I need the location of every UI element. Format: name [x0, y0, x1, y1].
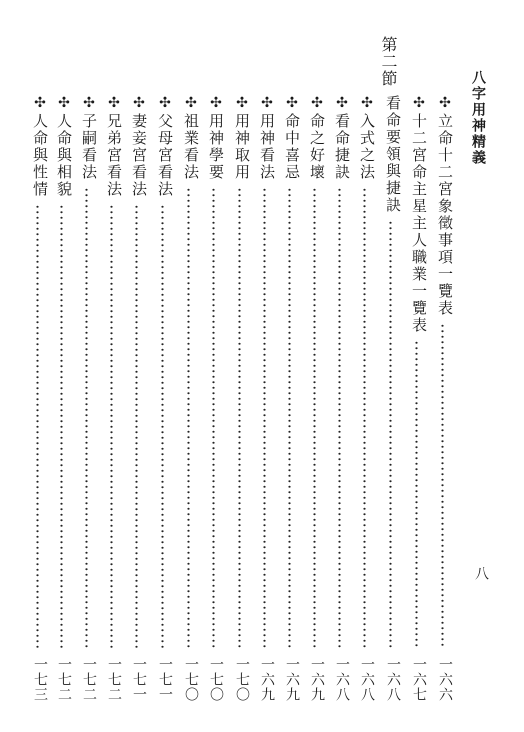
entry-page-number: 一七一	[131, 657, 147, 702]
toc-entry	[178, 95, 198, 702]
dot-leader	[263, 187, 266, 649]
entry-title-text: 人命與性情	[31, 113, 49, 198]
toc-entry	[27, 95, 47, 702]
dot-leader	[363, 187, 366, 649]
toc-entry	[101, 95, 121, 702]
entry-page-number: 一七三	[32, 657, 48, 702]
dot-leader	[313, 187, 316, 649]
entry-title-text: 子嗣看法	[80, 113, 98, 181]
toc-entry	[354, 95, 374, 702]
entry-title	[126, 95, 146, 198]
entry-title	[178, 95, 198, 181]
entry-title-text: 祖業看法	[182, 113, 200, 181]
toc-entry	[126, 95, 146, 702]
entry-title-text: 用神取用	[233, 113, 251, 181]
entry-title-text: 看命捷訣	[333, 113, 351, 181]
dot-leader	[338, 187, 341, 649]
entry-page-number: 一七二	[56, 657, 72, 702]
dot-leader	[288, 187, 291, 649]
dot-leader	[60, 204, 63, 649]
entry-title	[51, 95, 71, 198]
bullet-icon: ✣	[334, 95, 350, 113]
bullet-icon: ✣	[157, 95, 173, 113]
entry-title	[152, 95, 172, 198]
entry-title	[203, 95, 223, 181]
dot-leader	[135, 204, 138, 649]
entry-title-text: 用神學要	[207, 113, 225, 181]
toc-entry	[406, 95, 426, 702]
toc-entry	[203, 95, 223, 702]
entry-title	[229, 95, 249, 181]
bullet-icon: ✣	[359, 95, 375, 113]
dot-leader	[415, 340, 418, 649]
bullet-icon: ✣	[437, 95, 453, 113]
bullet-icon: ✣	[234, 95, 250, 113]
entry-page-number: 一六七	[411, 657, 427, 702]
entry-page-number: 一七〇	[183, 657, 199, 702]
entry-title	[329, 95, 349, 181]
dot-leader	[85, 187, 88, 649]
toc-entry	[51, 95, 71, 702]
dot-leader	[441, 323, 444, 649]
entry-title	[76, 95, 96, 181]
entry-title-text: 兄弟宮看法	[105, 113, 123, 198]
bullet-icon: ✣	[32, 95, 48, 113]
entry-title-text: 妻妾宮看法	[130, 113, 148, 198]
running-head: 八字用神精義	[470, 70, 486, 166]
bullet-icon: ✣	[309, 95, 325, 113]
bullet-icon: ✣	[208, 95, 224, 113]
toc-entry	[152, 95, 172, 702]
entry-title-text: 立命十二宮象徵事項一覽表	[436, 113, 454, 317]
entry-title-text: 父母宮看法	[156, 113, 174, 198]
entry-page-number: 一七〇	[208, 657, 224, 702]
entry-title	[279, 95, 299, 181]
entry-title-text: 命中喜忌	[283, 113, 301, 181]
dot-leader	[187, 187, 190, 649]
toc-entry	[229, 95, 249, 702]
page-number: 八	[473, 566, 489, 580]
bullet-icon: ✣	[284, 95, 300, 113]
entry-title	[101, 95, 121, 198]
entry-page-number: 一六八	[334, 657, 350, 702]
bullet-icon: ✣	[183, 95, 199, 113]
entry-page-number: 一七〇	[234, 657, 250, 702]
entry-page-number: 一六八	[359, 657, 375, 702]
dot-leader	[238, 187, 241, 649]
entry-title	[304, 95, 324, 181]
bullet-icon: ✣	[106, 95, 122, 113]
entry-page-number: 一六九	[309, 657, 325, 702]
toc-entry	[76, 95, 96, 702]
entry-title-text: 入式之法	[358, 113, 376, 181]
toc-entry	[380, 95, 400, 702]
dot-leader	[110, 204, 113, 649]
entry-title	[254, 95, 274, 181]
dot-leader	[389, 220, 392, 649]
dot-leader	[161, 204, 164, 649]
entry-page-number: 一六九	[259, 657, 275, 702]
dot-leader	[212, 187, 215, 649]
entry-page-number: 一六九	[284, 657, 300, 702]
toc-entry	[304, 95, 324, 702]
toc-entry	[279, 95, 299, 702]
bullet-icon: ✣	[411, 95, 427, 113]
entry-page-number: 一六六	[437, 657, 453, 702]
entry-title-text: 看命要領與捷訣	[384, 95, 402, 214]
entry-page-number: 一六八	[385, 657, 401, 702]
entry-title-text: 十二宮命主星主人職業一覽表	[410, 113, 428, 334]
entry-page-number: 一七二	[106, 657, 122, 702]
toc-entry	[432, 95, 452, 702]
entry-page-number: 一七二	[81, 657, 97, 702]
bullet-icon: ✣	[81, 95, 97, 113]
bullet-icon: ✣	[259, 95, 275, 113]
entry-title	[27, 95, 47, 198]
entry-title	[380, 95, 400, 214]
entry-title-text: 用神看法	[258, 113, 276, 181]
entry-title-text: 命之好壞	[308, 113, 326, 181]
toc-entry	[254, 95, 274, 702]
section-label: 第二節	[379, 36, 398, 87]
entry-page-number: 一七一	[157, 657, 173, 702]
bullet-icon: ✣	[131, 95, 147, 113]
dot-leader	[36, 204, 39, 649]
entry-title	[354, 95, 374, 181]
entry-title-text: 人命與相貌	[55, 113, 73, 198]
toc-entry	[329, 95, 349, 702]
entry-title	[406, 95, 426, 334]
entry-title	[432, 95, 452, 317]
bullet-icon: ✣	[56, 95, 72, 113]
